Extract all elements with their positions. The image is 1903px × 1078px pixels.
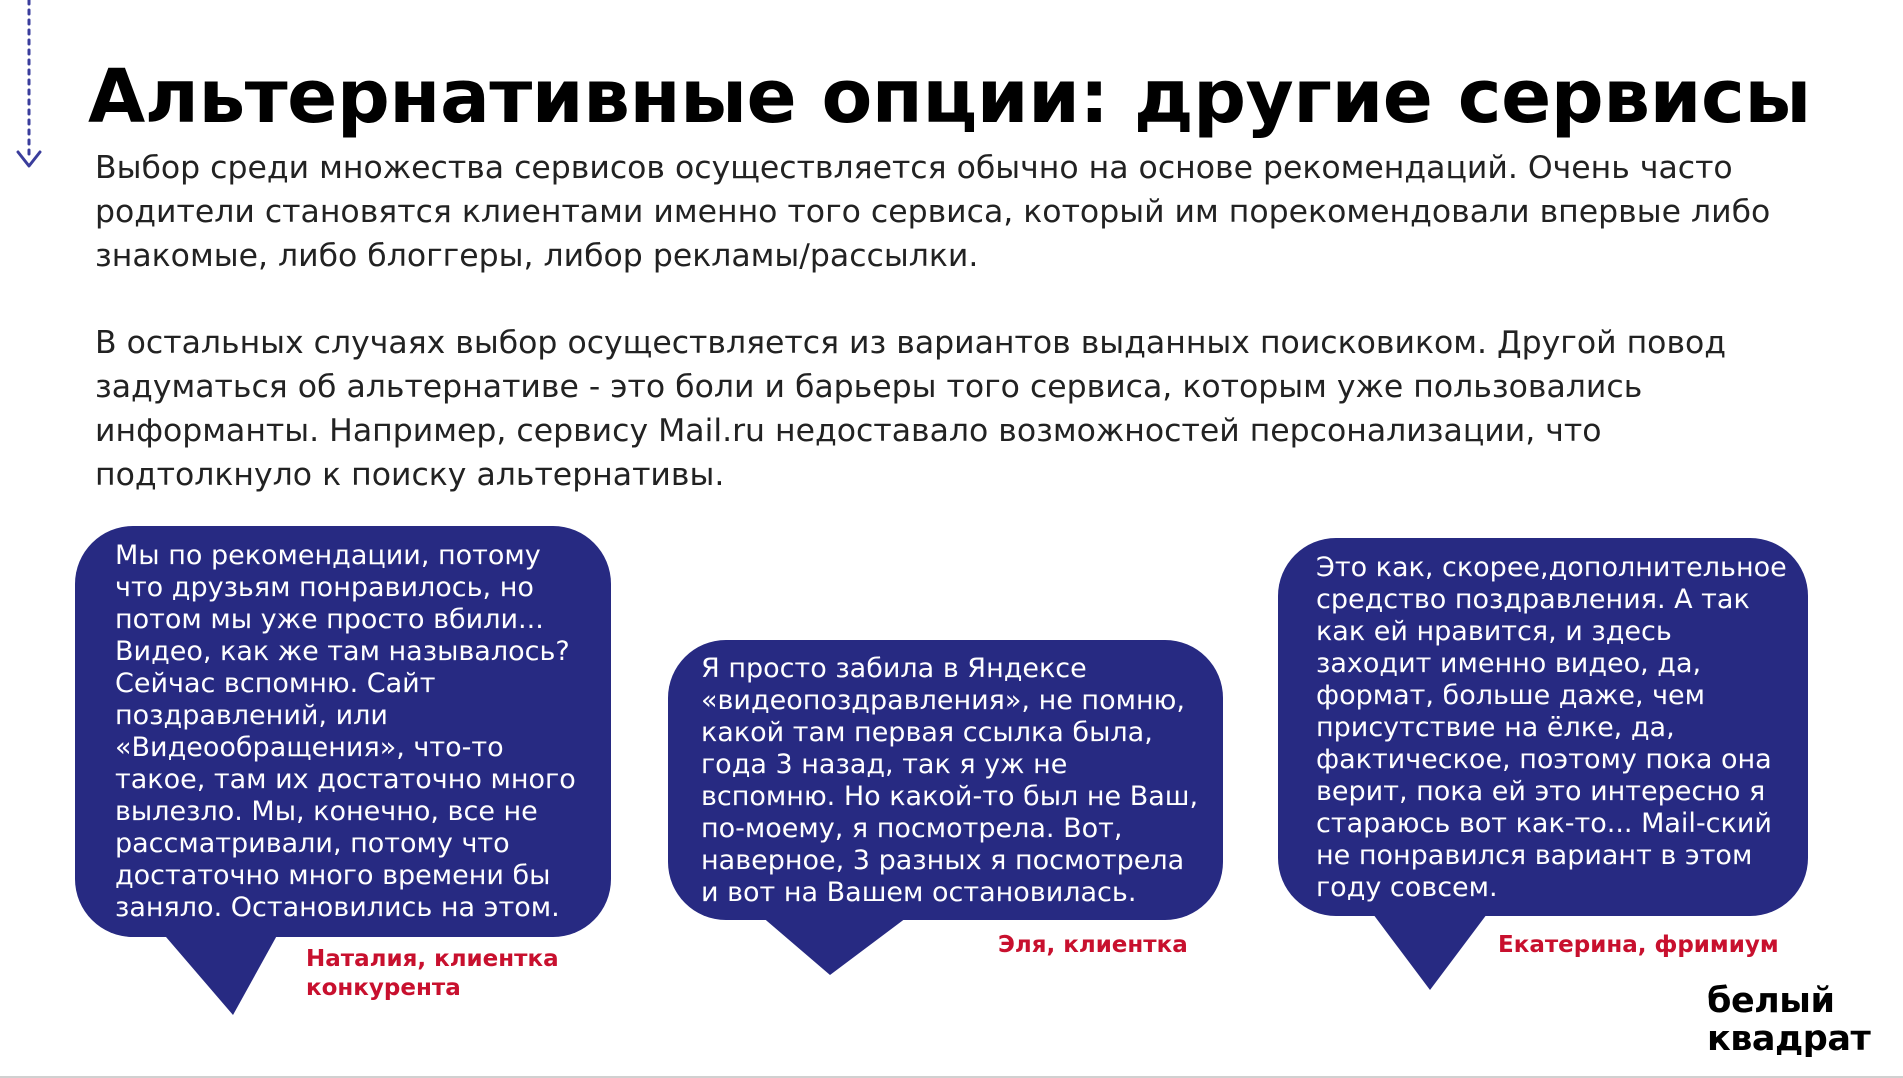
quote-text: Это как, скорее,дополнительное средство поздравления. А так как ей нравится, и здесь заходит именно видео, да, формат, больше даже, чем присутствие на ёлке, да, фактическое, поэтому пока она верит, пока ей это интересно я стараюсь вот как-то... Mail-ский не понравился вариант в этом году совсем.	[1316, 552, 1787, 903]
quote-author	[998, 931, 1188, 960]
quote-author	[1498, 931, 1779, 960]
speech-bubble-tail	[760, 915, 910, 975]
brand-logo	[1707, 982, 1870, 1058]
quote-bubble-elya	[668, 640, 1223, 920]
speech-bubble-tail	[160, 930, 280, 1015]
slide-title: Альтернативные опции: другие сервисы	[88, 54, 1811, 140]
quote-text: Я просто забила в Яндексе «видеопоздравления», не помню, какой там первая ссылка была, года 3 назад, так я уж не вспомню. Но какой-то был не Ваш, по-моему, я посмотрела. Вот, наверное, 3 разных я посмотрела и вот на Вашем остановилась.	[701, 653, 1199, 908]
quote-author	[306, 945, 559, 1003]
logo-line-2: квадрат	[1707, 1019, 1871, 1059]
intro-paragraph: Выбор среди множества сервисов осуществляется обычно на основе рекомендаций. Очень часто родители становятся клиентами именно того сервиса, который им порекомендовали впервые либо знакомые, либо блоггеры, либор рекламы/рассылки.	[95, 150, 1771, 274]
dotted-down-arrow-icon	[14, 0, 44, 176]
quote-text: Мы по рекомендации, потому что друзьям понравилось, но потом мы уже просто вбили... Видео, как же там называлось? Сейчас вспомню. Сайт поздравлений, или «Видеообращения», что-то такое, там их достаточно много вылезло. Мы, конечно, все не рассматривали, потому что достаточно много времени бы заняло. Остановились на этом.	[115, 540, 576, 923]
second-paragraph: В остальных случаях выбор осуществляется из вариантов выданных поисковиком. Другой повод задуматься об альтернативе - это боли и барьеры того сервиса, которым уже пользовались информанты. Например, сервису Mail.ru недоставало возможностей персонализации, что подтолкнуло к поиску альтернативы.	[95, 325, 1727, 493]
author-name: Наталия, клиентка	[306, 946, 559, 972]
speech-bubble-tail	[1370, 910, 1490, 990]
quote-bubble-ekaterina	[1278, 538, 1808, 916]
author-name: Эля, клиентка	[998, 932, 1188, 958]
author-name: Екатерина, фримиум	[1498, 932, 1779, 958]
quote-bubble-natalia	[75, 526, 611, 937]
logo-line-1: белый	[1707, 981, 1835, 1021]
author-role: конкурента	[306, 975, 461, 1001]
